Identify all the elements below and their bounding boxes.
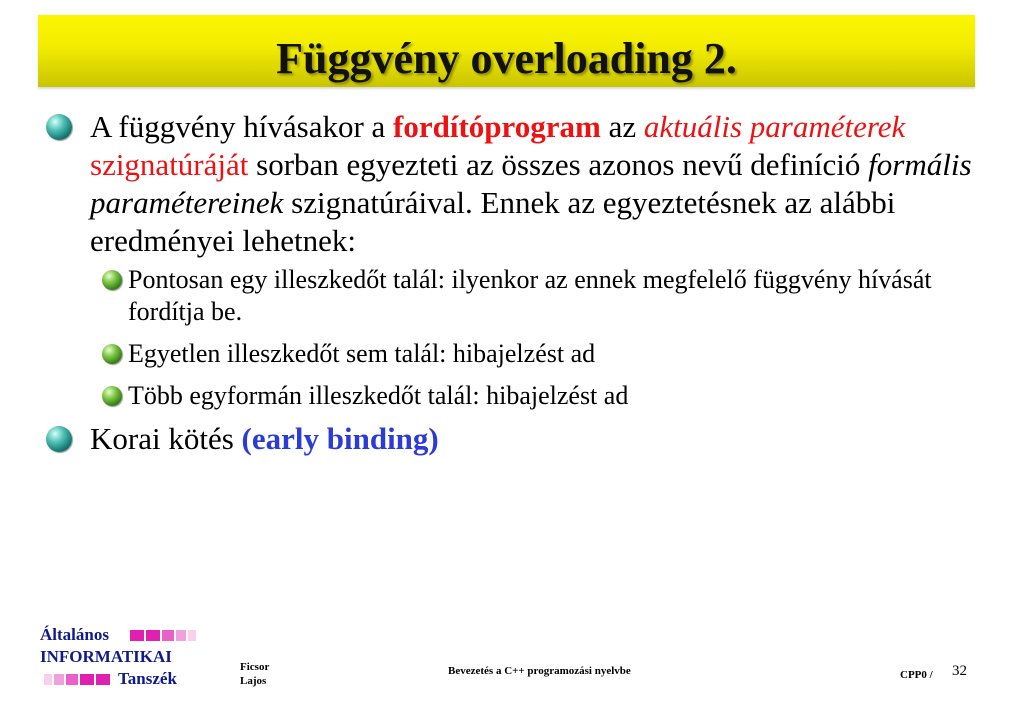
keyword-compiler: fordítóprogram xyxy=(393,109,601,144)
bullet-item-2 xyxy=(46,420,976,458)
bullet-text: Korai kötés xyxy=(90,421,242,456)
logo-square xyxy=(146,630,160,641)
logo-square xyxy=(80,674,94,685)
bullet-text: A függvény hívásakor a xyxy=(90,109,394,144)
footer-course-title: Bevezetés a C++ programozási nyelvbe xyxy=(448,665,631,677)
bullet-item-1 xyxy=(46,108,976,260)
sub-bullet-text: Egyetlen illeszkedőt sem talál: hibajelzést ad xyxy=(128,339,596,368)
department-logo xyxy=(40,626,200,692)
author-first: Ficsor xyxy=(240,661,270,673)
logo-line-1: Általános xyxy=(40,625,109,644)
sub-bullet-item-1 xyxy=(46,264,976,328)
logo-square xyxy=(130,630,144,641)
sphere-bullet-icon xyxy=(46,426,72,452)
logo-square xyxy=(176,630,186,641)
sphere-bullet-icon xyxy=(102,270,122,290)
footer-code: CPP0 / xyxy=(900,669,933,681)
bullet-text: az xyxy=(600,109,644,144)
author-last: Lajos xyxy=(240,675,267,687)
logo-line-2: INFORMATIKAI xyxy=(40,647,172,666)
sphere-bullet-icon xyxy=(102,344,122,364)
sphere-bullet-icon xyxy=(102,386,122,406)
keyword-signature: szignatúráját xyxy=(90,147,249,182)
title-bar xyxy=(38,15,975,87)
logo-square xyxy=(54,674,64,685)
keyword-early-binding: (early binding) xyxy=(241,421,439,456)
page-number: 32 xyxy=(952,663,967,679)
keyword-actual-params: aktuális paraméterek xyxy=(643,109,906,144)
keyword-formal-params: formális paramétereinek xyxy=(90,147,972,220)
logo-square xyxy=(162,630,174,641)
logo-square xyxy=(96,674,110,685)
sub-bullet-text: Több egyformán illeszkedőt talál: hibajelzést ad xyxy=(128,381,629,410)
logo-line-3: Tanszék xyxy=(118,669,177,688)
sub-bullet-item-2 xyxy=(46,338,976,370)
sub-bullet-item-3 xyxy=(46,380,976,412)
logo-square xyxy=(66,674,78,685)
bullet-text: szignatúráival. Ennek az egyeztetésnek az alábbi eredményei lehetnek: xyxy=(90,185,896,258)
sub-bullet-text: Pontosan egy illeszkedőt talál: ilyenkor az ennek megfelelő függvény hívását fordítja be. xyxy=(128,265,932,326)
logo-square xyxy=(188,630,196,641)
slide-title: Függvény overloading 2. xyxy=(276,34,737,83)
footer-author xyxy=(240,660,269,688)
slide-content xyxy=(46,108,976,458)
logo-square xyxy=(44,674,52,685)
bullet-text: sorban egyezteti az összes azonos nevű definíció xyxy=(248,147,869,182)
sphere-bullet-icon xyxy=(46,114,72,140)
